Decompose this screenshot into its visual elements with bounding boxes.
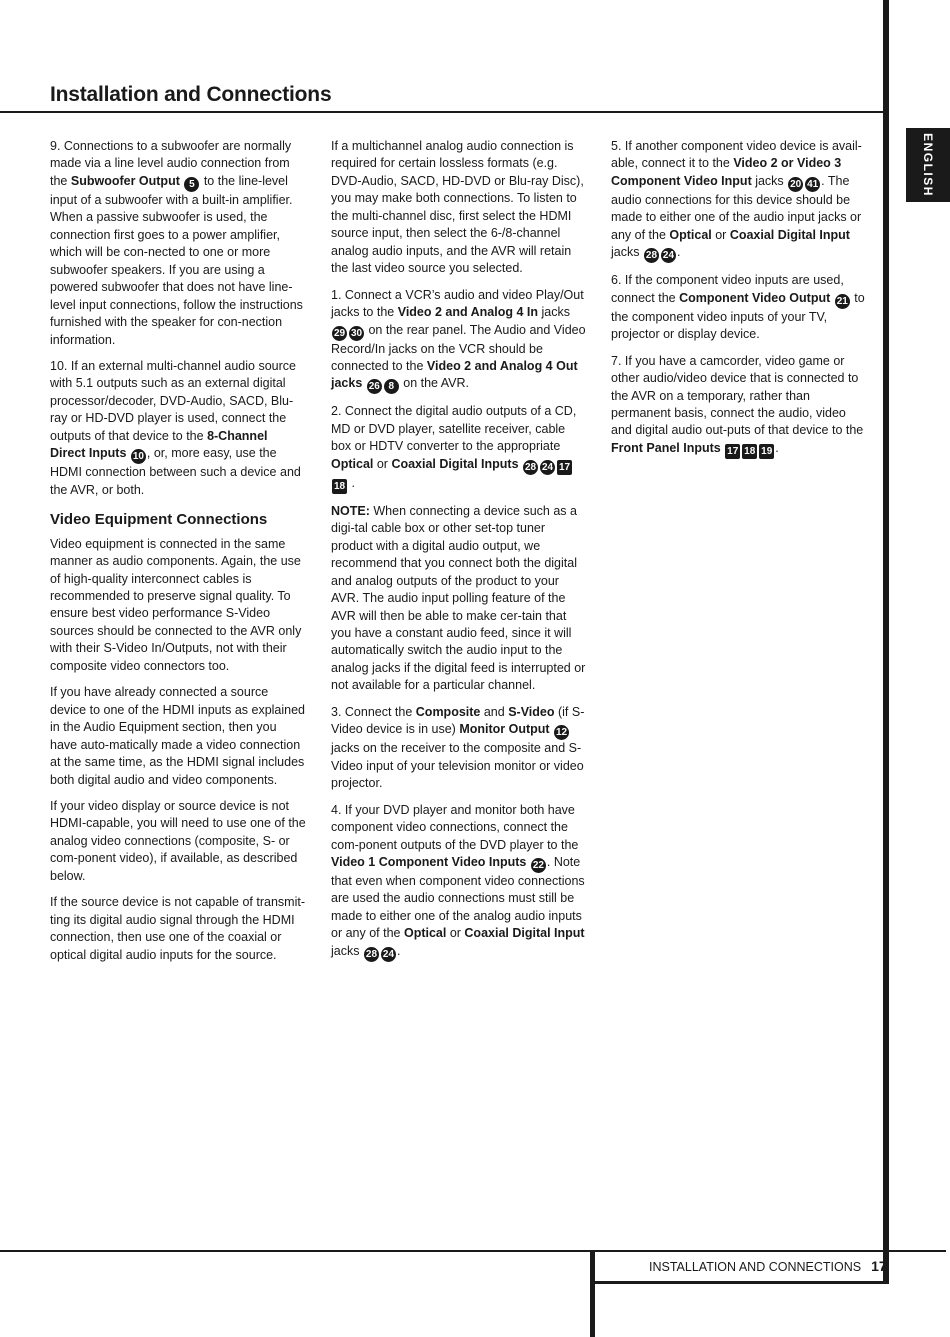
- text-run: on the rear panel. The Audio and Video Record/In jacks on the VCR should be connected to the: [331, 322, 586, 373]
- page-title: Installation and Connections: [50, 83, 332, 106]
- text-run: 6. If the component video inputs are used, connect the: [611, 273, 844, 305]
- paragraph-step-7: [611, 353, 867, 459]
- text-run: jacks: [538, 305, 570, 320]
- callout-number-badge: 28: [365, 948, 378, 960]
- text-run: 2. Connect the digital audio outputs of a CD, MD or DVD player, satellite receiver, cable box or HDTV converter to the appropriate: [331, 404, 577, 454]
- bold-term: Video 2 and Analog 4 Out jacks: [331, 358, 578, 391]
- page-footer: [649, 1258, 887, 1274]
- bold-term: S-Video: [508, 704, 555, 719]
- bold-term: Optical: [669, 227, 712, 242]
- paragraph-step-2: [331, 403, 587, 493]
- text-run: [519, 457, 522, 471]
- section-heading-video: Video Equipment Connections: [50, 511, 268, 529]
- text-run: 5. If another component video device is avail-able, connect it to the: [611, 139, 862, 171]
- text-run: to the component video inputs of your TV, projector or display device.: [611, 290, 865, 342]
- bold-term: Video 2 or Video 3 Component Video Input: [611, 156, 842, 188]
- bold-term: Front Panel Inputs: [611, 440, 721, 455]
- text-run: jacks: [331, 943, 363, 958]
- paragraph-step-4: [331, 802, 587, 962]
- text-run: [526, 855, 529, 869]
- footer-divider-vertical: [590, 1252, 595, 1337]
- text-run: (if S-Video device is in use): [331, 704, 585, 737]
- paragraph-video-intro: [50, 536, 306, 676]
- page-number: 17: [871, 1258, 887, 1274]
- bold-term: Video 2 and Analog 4 In: [397, 305, 539, 320]
- text-run: If you have already connected a source device to one of the HDMI inputs as explained in the Audio Equipment section, then you have auto-matically made a video connection at the same time, as the HDMI signal includes both digital audio and video components.: [50, 685, 306, 787]
- callout-number-badge: 24: [662, 250, 675, 262]
- text-run: . Note that even when component video connections are used the audio connections must still be made to either one of the analog audio inputs or any of the: [331, 854, 585, 941]
- text-run: [126, 446, 129, 460]
- bottom-rule: [0, 1250, 946, 1252]
- paragraph-multichannel-analog: [331, 138, 587, 278]
- text-run: .: [775, 440, 779, 455]
- paragraph-step-3: [331, 704, 587, 793]
- language-tab: [906, 128, 950, 202]
- callout-number-badge: 18: [333, 480, 346, 492]
- callout-number-badge: 26: [368, 381, 380, 393]
- text-run: 4. If your DVD player and monitor both have component video connections, connect the com-ponent outputs of the DVD player to the: [331, 802, 579, 852]
- text-run: jacks: [611, 245, 643, 260]
- text-run: If the source device is not capable of transmit-ting its digital audio signal through the HDMI connection, then use one of the coaxial or optical digital audio inputs for the source.: [50, 895, 305, 962]
- callout-number-badge: 19: [761, 445, 773, 457]
- callout-number-badge: 12: [556, 727, 568, 739]
- callout-number-badge: 21: [836, 295, 848, 307]
- text-run: 1. Connect a VCR’s audio and video Play/Out jacks to the: [331, 287, 584, 320]
- callout-number-badge: 10: [132, 451, 144, 463]
- footer-divider-horizontal: [590, 1281, 889, 1284]
- text-run: 3. Connect the: [331, 704, 416, 719]
- column-1: [50, 138, 306, 973]
- callout-number-badge: 30: [350, 327, 363, 339]
- text-run: 9. Connections to a subwoofer are normally made via a line level audio connection from the: [50, 139, 292, 188]
- text-run: or: [711, 227, 730, 242]
- callout-number-badge: 18: [744, 445, 756, 457]
- callout-number-badge: 24: [541, 461, 554, 473]
- paragraph-step-1: [331, 287, 587, 395]
- paragraph-note: [331, 503, 587, 695]
- bold-term: Component Video Output: [679, 290, 831, 305]
- text-run: or: [373, 456, 392, 471]
- callout-number-badge: 22: [532, 859, 544, 871]
- bold-term: Video 1 Component Video Inputs: [331, 854, 527, 869]
- text-run: Video equipment is connected in the same manner as audio components. Again, the use of high-quality interconnect cables is recommended to preserve signal quality. To ensure best video performance S-Video sources should be connected to the AVR only with their S-Video In/Outputs, not with their composite video connectors too.: [50, 536, 302, 673]
- text-run: .: [676, 245, 681, 260]
- text-run: 10. If an external multi-channel audio source with 5.1 outputs such as an external digital processor/decoder, DVD-Audio, SACD, Blu-ray or HD-DVD player is used, connect the outputs of that device to the: [50, 358, 296, 443]
- language-tab-label: ENGLISH: [921, 133, 935, 197]
- bold-term: Coaxial Digital Input: [729, 227, 850, 242]
- text-run: to the line-level input of a subwoofer with a built-in amplifier. When a passive subwoofer is used, the connection first goes to a power amplifier, which will be con-nected to one or more subwoofer speakers. If you are using a powered subwoofer that does not have line-level input connections, follow the instructions furnished with the speaker for con-nection information.: [50, 173, 303, 347]
- right-edge-bar: [883, 0, 889, 1282]
- footer-section-name: INSTALLATION AND CONNECTIONS: [649, 1260, 862, 1274]
- text-run: If your video display or source device is not HDMI-capable, you will need to use one of the analog video connections (composite, S- or com-ponent video), if available, as described below.: [50, 798, 306, 883]
- callout-number-badge: 28: [645, 250, 658, 262]
- title-rule: [0, 111, 883, 113]
- text-run: and: [480, 704, 509, 719]
- callout-number-badge: 5: [184, 177, 199, 192]
- text-run: [830, 291, 833, 305]
- text-run: .: [348, 475, 355, 490]
- paragraph-subwoofer: [50, 138, 306, 349]
- bold-term: Coaxial Digital Input: [464, 926, 585, 941]
- text-run: [362, 376, 365, 390]
- bold-term: Optical: [403, 926, 447, 941]
- callout-number-badge: 8: [384, 379, 399, 394]
- text-run: When connecting a device such as a digi-tal cable box or other set-top tuner product with a digital audio output, we recommend that you connect both the digital and analog outputs of the product to your AVR. The audio input polling feature of the AVR will then be able to make cer-tain that you have a constant audio feed, since it will automatically switch the audio input to the analog jacks if the digital feed is interrupted or not available for a particular channel.: [331, 503, 586, 693]
- bold-term: Composite: [415, 704, 481, 719]
- bold-term: Coaxial Digital Inputs: [391, 456, 519, 471]
- callout-number-badge: 20: [790, 178, 802, 190]
- text-run: jacks on the receiver to the composite and S-Video input of your television monitor or video projector.: [331, 741, 584, 791]
- text-run: jacks: [751, 173, 788, 188]
- callout-number-badge: 29: [333, 327, 346, 339]
- text-run: If a multichannel analog audio connection is required for certain lossless formats (e.g. DVD-Audio, SACD, HD-DVD or Blu-ray Disc), you may make both connections. To listen to the multi-channel disc, first select the HDMI source input, then select the 6-/8-channel analog audio inputs, and the AVR will retain the last video source you selected.: [331, 139, 584, 276]
- bold-term: Subwoofer Output: [70, 173, 180, 188]
- callout-number-badge: 24: [382, 948, 395, 960]
- text-run: .: [396, 943, 401, 958]
- bold-term: NOTE:: [331, 503, 370, 518]
- callout-number-badge: 28: [524, 461, 537, 473]
- text-run: [180, 174, 183, 188]
- callout-number-badge: 41: [807, 178, 819, 190]
- column-3: [611, 138, 867, 468]
- callout-number-badge: 17: [727, 445, 739, 457]
- text-run: or: [446, 926, 465, 941]
- text-run: . The audio connections for this device should be made to either one of the audio input jacks or any of the: [611, 173, 862, 242]
- paragraph-step-5: [611, 138, 867, 263]
- bold-term: 8-Channel Direct Inputs: [50, 428, 268, 461]
- text-run: , or, more easy, use the HDMI connection between such a device and the AVR, or both.: [50, 446, 301, 497]
- paragraph-digital-audio: [50, 894, 306, 964]
- bold-term: Monitor Output: [459, 722, 550, 737]
- text-run: [721, 441, 724, 455]
- text-run: [550, 722, 553, 736]
- column-2: [331, 138, 587, 971]
- paragraph-hdmi-video: [50, 684, 306, 789]
- paragraph-step-6: [611, 272, 867, 343]
- text-run: 7. If you have a camcorder, video game or other audio/video device that is connected to the AVR on a temporary, rather than permanent basis, connect the audio, video and digital audio out-puts of that device to the: [611, 353, 864, 438]
- paragraph-multichannel-source: [50, 358, 306, 499]
- paragraph-non-hdmi: [50, 798, 306, 885]
- bold-term: Optical: [331, 456, 374, 471]
- text-run: on the AVR.: [399, 376, 470, 391]
- callout-number-badge: 17: [558, 461, 571, 473]
